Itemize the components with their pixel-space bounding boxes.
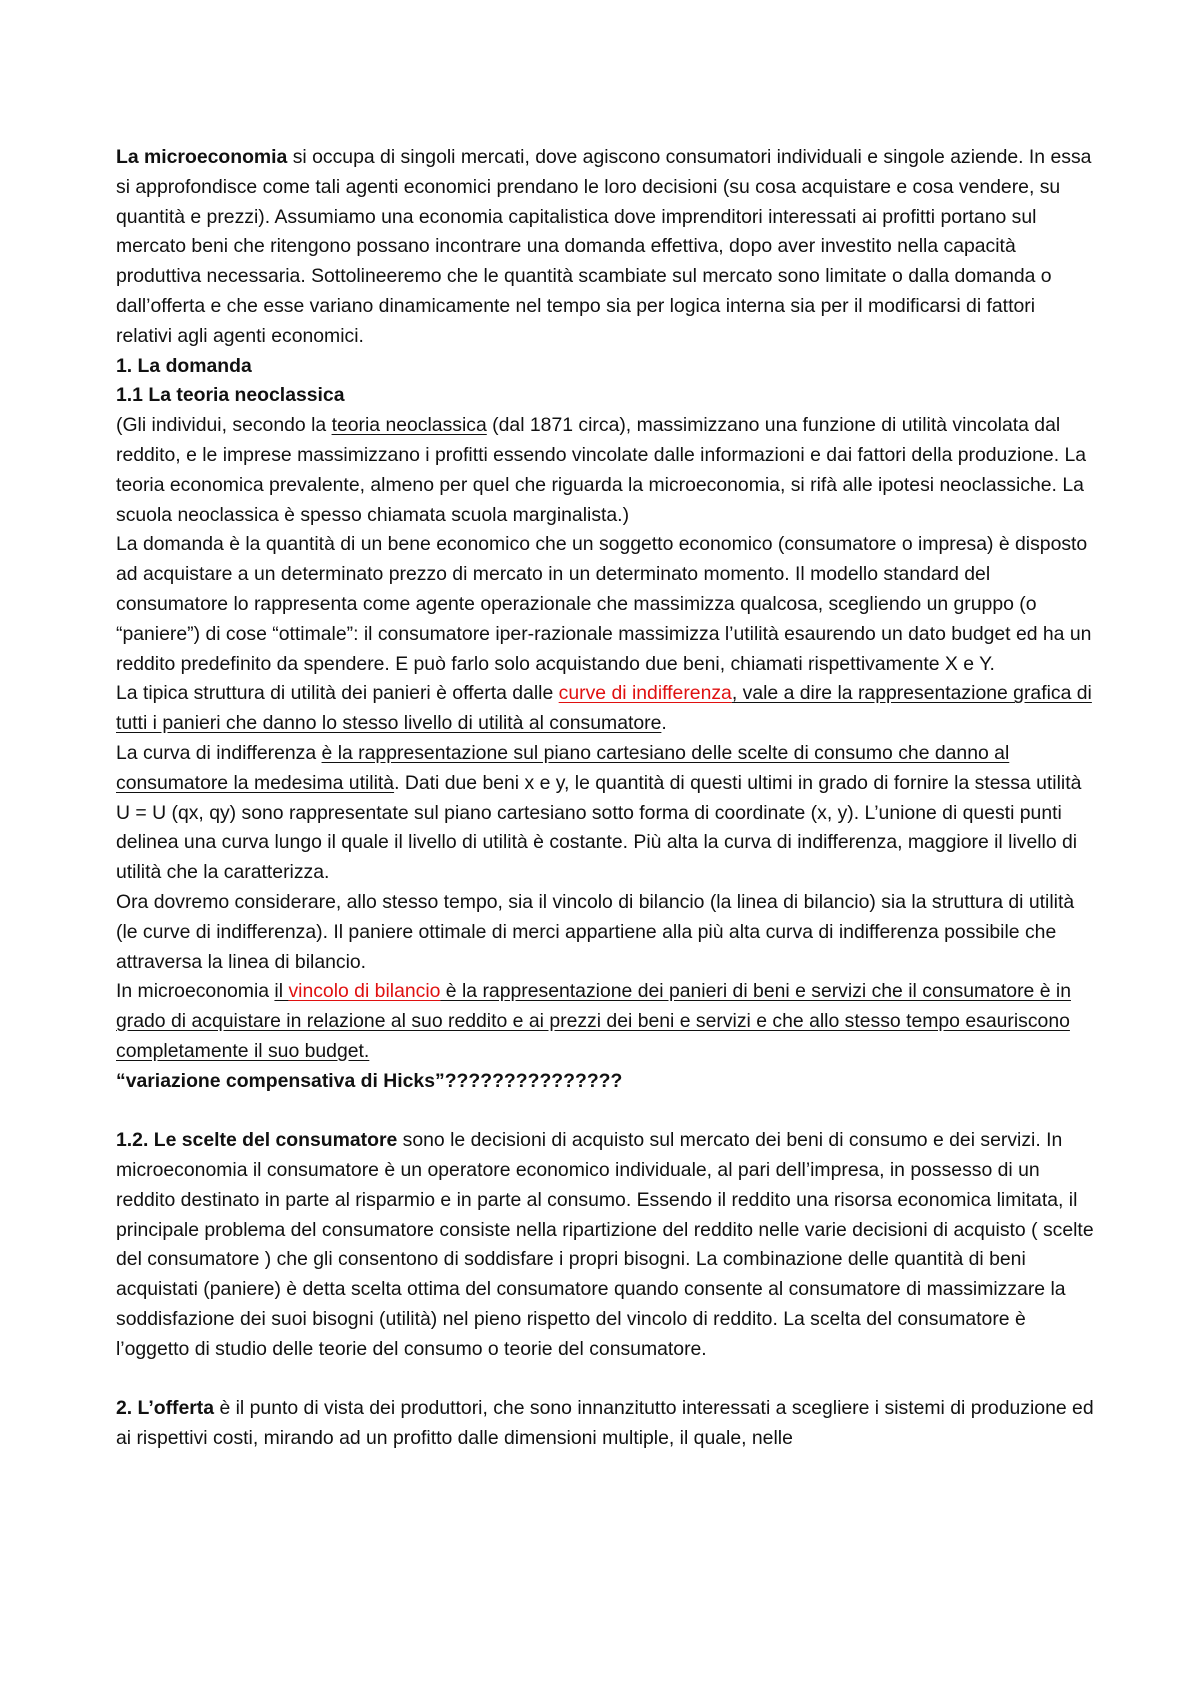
demand-paragraph: La domanda è la quantità di un bene economico che un soggetto economico (consumatore o impresa) è disposto ad acquistare a un determinato prezzo di mercato in un determinato momento. Il modello standard del consumatore lo rappresenta come agente operazionale che massimizza qualcosa, scegliendo un gruppo (o “paniere”) di cose “ottimale”: il consumatore iper-razionale massimizza l’utilità esaurendo un dato budget ed ha un reddito predefinito da spendere. E può farlo solo acquistando due beni, chiamati rispettivamente X e Y. (116, 533, 1092, 675)
supply-term: 2. L’offerta (116, 1397, 215, 1420)
vincolo-di-bilancio-link[interactable]: vincolo di bilancio (288, 980, 441, 1003)
budget-constraint-paragraph: In microeconomia il vincolo di bilancio è la rappresentazione dei panieri di beni e servizi che il consumatore è in grado di acquistare in relazione al suo reddito e ai prezzi dei beni e servizi e che allo stesso tempo esauriscono completamente il suo budget. (116, 980, 1071, 1062)
intro-term: La microeconomia (116, 146, 288, 168)
document-page (116, 143, 1096, 1454)
consumer-choices-paragraph: 1.2. Le scelte del consumatore sono le decisioni di acquisto sul mercato dei beni di consumo e dei servizi. In microeconomia il consumatore è un operatore economico individuale, al pari dell’impresa, in possesso di un reddito destinato in parte al risparmio e in parte al consumo. Essendo il reddito una risorsa economica limitata, il principale problema del consumatore consiste nella ripartizione del reddito nelle varie decisioni di acquisto ( scelte del consumatore ) che gli consentono di soddisfare i propri bisogni. La combinazione delle quantità di beni acquistati (paniere) è detta scelta ottima del consumatore quando consente al consumatore di massimizzare la soddisfazione dei suoi bisogni (utilità) nel pieno rispetto del vincolo di reddito. La scelta del consumatore è l’oggetto di studio delle teorie del consumo o teorie del consumatore. (116, 1129, 1094, 1360)
consumer-choices-term: 1.2. Le scelte del consumatore (116, 1129, 398, 1152)
section-1-heading: 1. La domanda (116, 354, 252, 377)
hicks-note: “variazione compensativa di Hicks”??????????????? (116, 1069, 623, 1092)
indifference-paragraph: La tipica struttura di utilità dei panieri è offerta dalle curve di indifferenza, vale a dire la rappresentazione grafica di tutti i panieri che danno lo stesso livello di utilità al consumatore. (116, 682, 1092, 735)
intro-text: si occupa di singoli mercati, dove agiscono consumatori individuali e singole aziende. In essa si approfondisce come tali agenti economici prendano le loro decisioni (su cosa acquistare e cosa vendere, su quantità e prezzi). Assumiamo una economia capitalistica dove imprenditori interessati ai profitti portano sul mercato beni che ritengono possano incontrare una domanda effettiva, dopo aver investito nella capacità produttiva necessaria. Sottolineeremo che le quantità scambiate sul mercato sono limitate o dalla domanda o dall’offerta e che esse variano dinamicamente nel tempo sia per logica interna sia per il modificarsi di fattori relativi agli agenti economici. (116, 146, 1092, 347)
neoclassical-paragraph: (Gli individui, secondo la teoria neoclassica (dal 1871 circa), massimizzano una funzione di utilità vincolata dal reddito, e le imprese massimizzano i profitti essendo vincolate dalle informazioni e dai fattori della produzione. La teoria economica prevalente, almeno per quel che riguarda la microeconomia, si rifà alle ipotesi neoclassiche. La scuola neoclassica è spesso chiamata scuola marginalista.) (116, 414, 1087, 526)
supply-paragraph: 2. L’offerta è il punto di vista dei produttori, che sono innanzitutto interessati a scegliere i sistemi di produzione ed ai rispettivi costi, mirando ad un profitto dalle dimensioni multiple, il quale, nelle (116, 1397, 1094, 1450)
spacer (116, 1365, 1096, 1395)
curve-di-indifferenza-link[interactable]: curve di indifferenza (558, 682, 732, 705)
section-1-1-heading: 1.1 La teoria neoclassica (116, 384, 345, 407)
teoria-neoclassica-link[interactable]: teoria neoclassica (331, 414, 487, 437)
budget-structure-paragraph: Ora dovremo considerare, allo stesso tempo, sia il vincolo di bilancio (la linea di bilancio) sia la struttura di utilità (le curve di indifferenza). Il paniere ottimale di merci appartiene alla più alta curva di indifferenza possibile che attraversa la linea di bilancio. (116, 890, 1075, 973)
intro-paragraph (116, 143, 1096, 352)
indifference-curve-paragraph: La curva di indifferenza è la rappresentazione sul piano cartesiano delle scelte di consumo che danno al consumatore la medesima utilità. Dati due beni x e y, le quantità di questi ultimi in grado di fornire la stessa utilità U = U (qx, qy) sono rappresentate sul piano cartesiano sotto forma di coordinate (x, y). L’unione di questi punti delinea una curva lungo il quale il livello di utilità è costante. Più alta la curva di indifferenza, maggiore il livello di utilità che la caratterizza. (116, 741, 1082, 884)
spacer (116, 1097, 1096, 1127)
